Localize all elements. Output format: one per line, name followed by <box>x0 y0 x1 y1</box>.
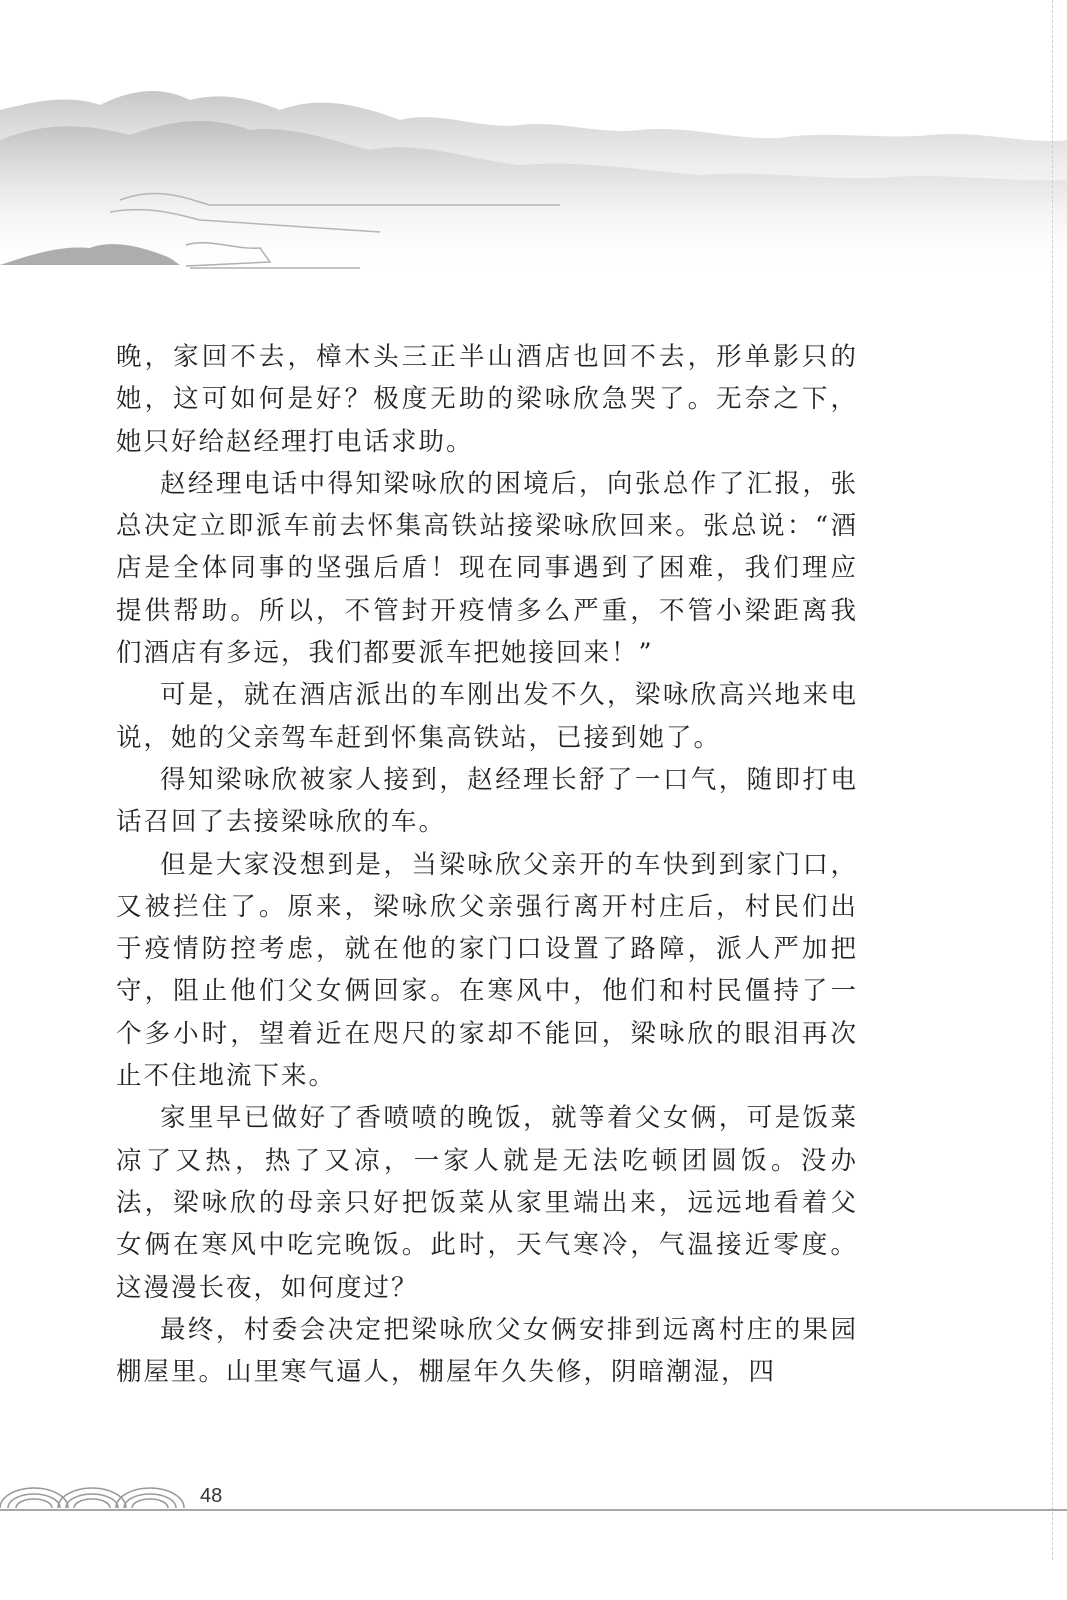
paragraph-7: 最终，村委会决定把梁咏欣父女俩安排到远离村庄的果园棚屋里。山里寒气逼人，棚屋年久失修，阴暗潮湿，四 <box>116 1314 858 1388</box>
wave-footer-ornament <box>0 1478 1067 1538</box>
paragraph-6: 家里早已做好了香喷喷的晚饭，就等着父女俩，可是饭菜凉了又热，热了又凉，一家人就是无法吃顿团圆饭。没办法，梁咏欣的母亲只好把饭菜从家里端出来，远远地看着父女俩在寒风中吃完晚饭。此时，天气寒冷，气温接近零度。这漫漫长夜，如何度过？ <box>116 1103 858 1303</box>
paragraph-3: 可是，就在酒店派出的车刚出发不久，梁咏欣高兴地来电说，她的父亲驾车赶到怀集高铁站，已接到她了。 <box>116 680 858 753</box>
paragraph-5: 但是大家没想到是，当梁咏欣父亲开的车快到到家门口，又被拦住了。原来，梁咏欣父亲强行离开村庄后，村民们出于疫情防控考虑，就在他的家门口设置了路障，派人严加把守，阻止他们父女俩回家。在寒风中，他们和村民僵持了一个多小时，望着近在咫尺的家却不能回，梁咏欣的眼泪再次止不住地流下来。 <box>116 849 858 1092</box>
page-number: 48 <box>200 1485 223 1507</box>
body-text <box>116 336 858 1393</box>
paragraph-1: 晚，家回不去，樟木头三正半山酒店也回不去，形单影只的她，这可如何是好？极度无助的梁咏欣急哭了。无奈之下，她只好给赵经理打电话求助。 <box>116 342 858 457</box>
mountain-header-illustration <box>0 0 1067 300</box>
paragraph-2: 赵经理电话中得知梁咏欣的困境后，向张总作了汇报，张总决定立即派车前去怀集高铁站接梁咏欣回来。张总说：“酒店是全体同事的坚强后盾！现在同事遇到了困难，我们理应提供帮助。所以，不管封开疫情多么严重，不管小梁距离我们酒店有多远，我们都要派车把她接回来！” <box>116 468 858 669</box>
page-edge-border <box>1052 0 1053 1560</box>
paragraph-4: 得知梁咏欣被家人接到，赵经理长舒了一口气，随即打电话召回了去接梁咏欣的车。 <box>116 764 858 838</box>
